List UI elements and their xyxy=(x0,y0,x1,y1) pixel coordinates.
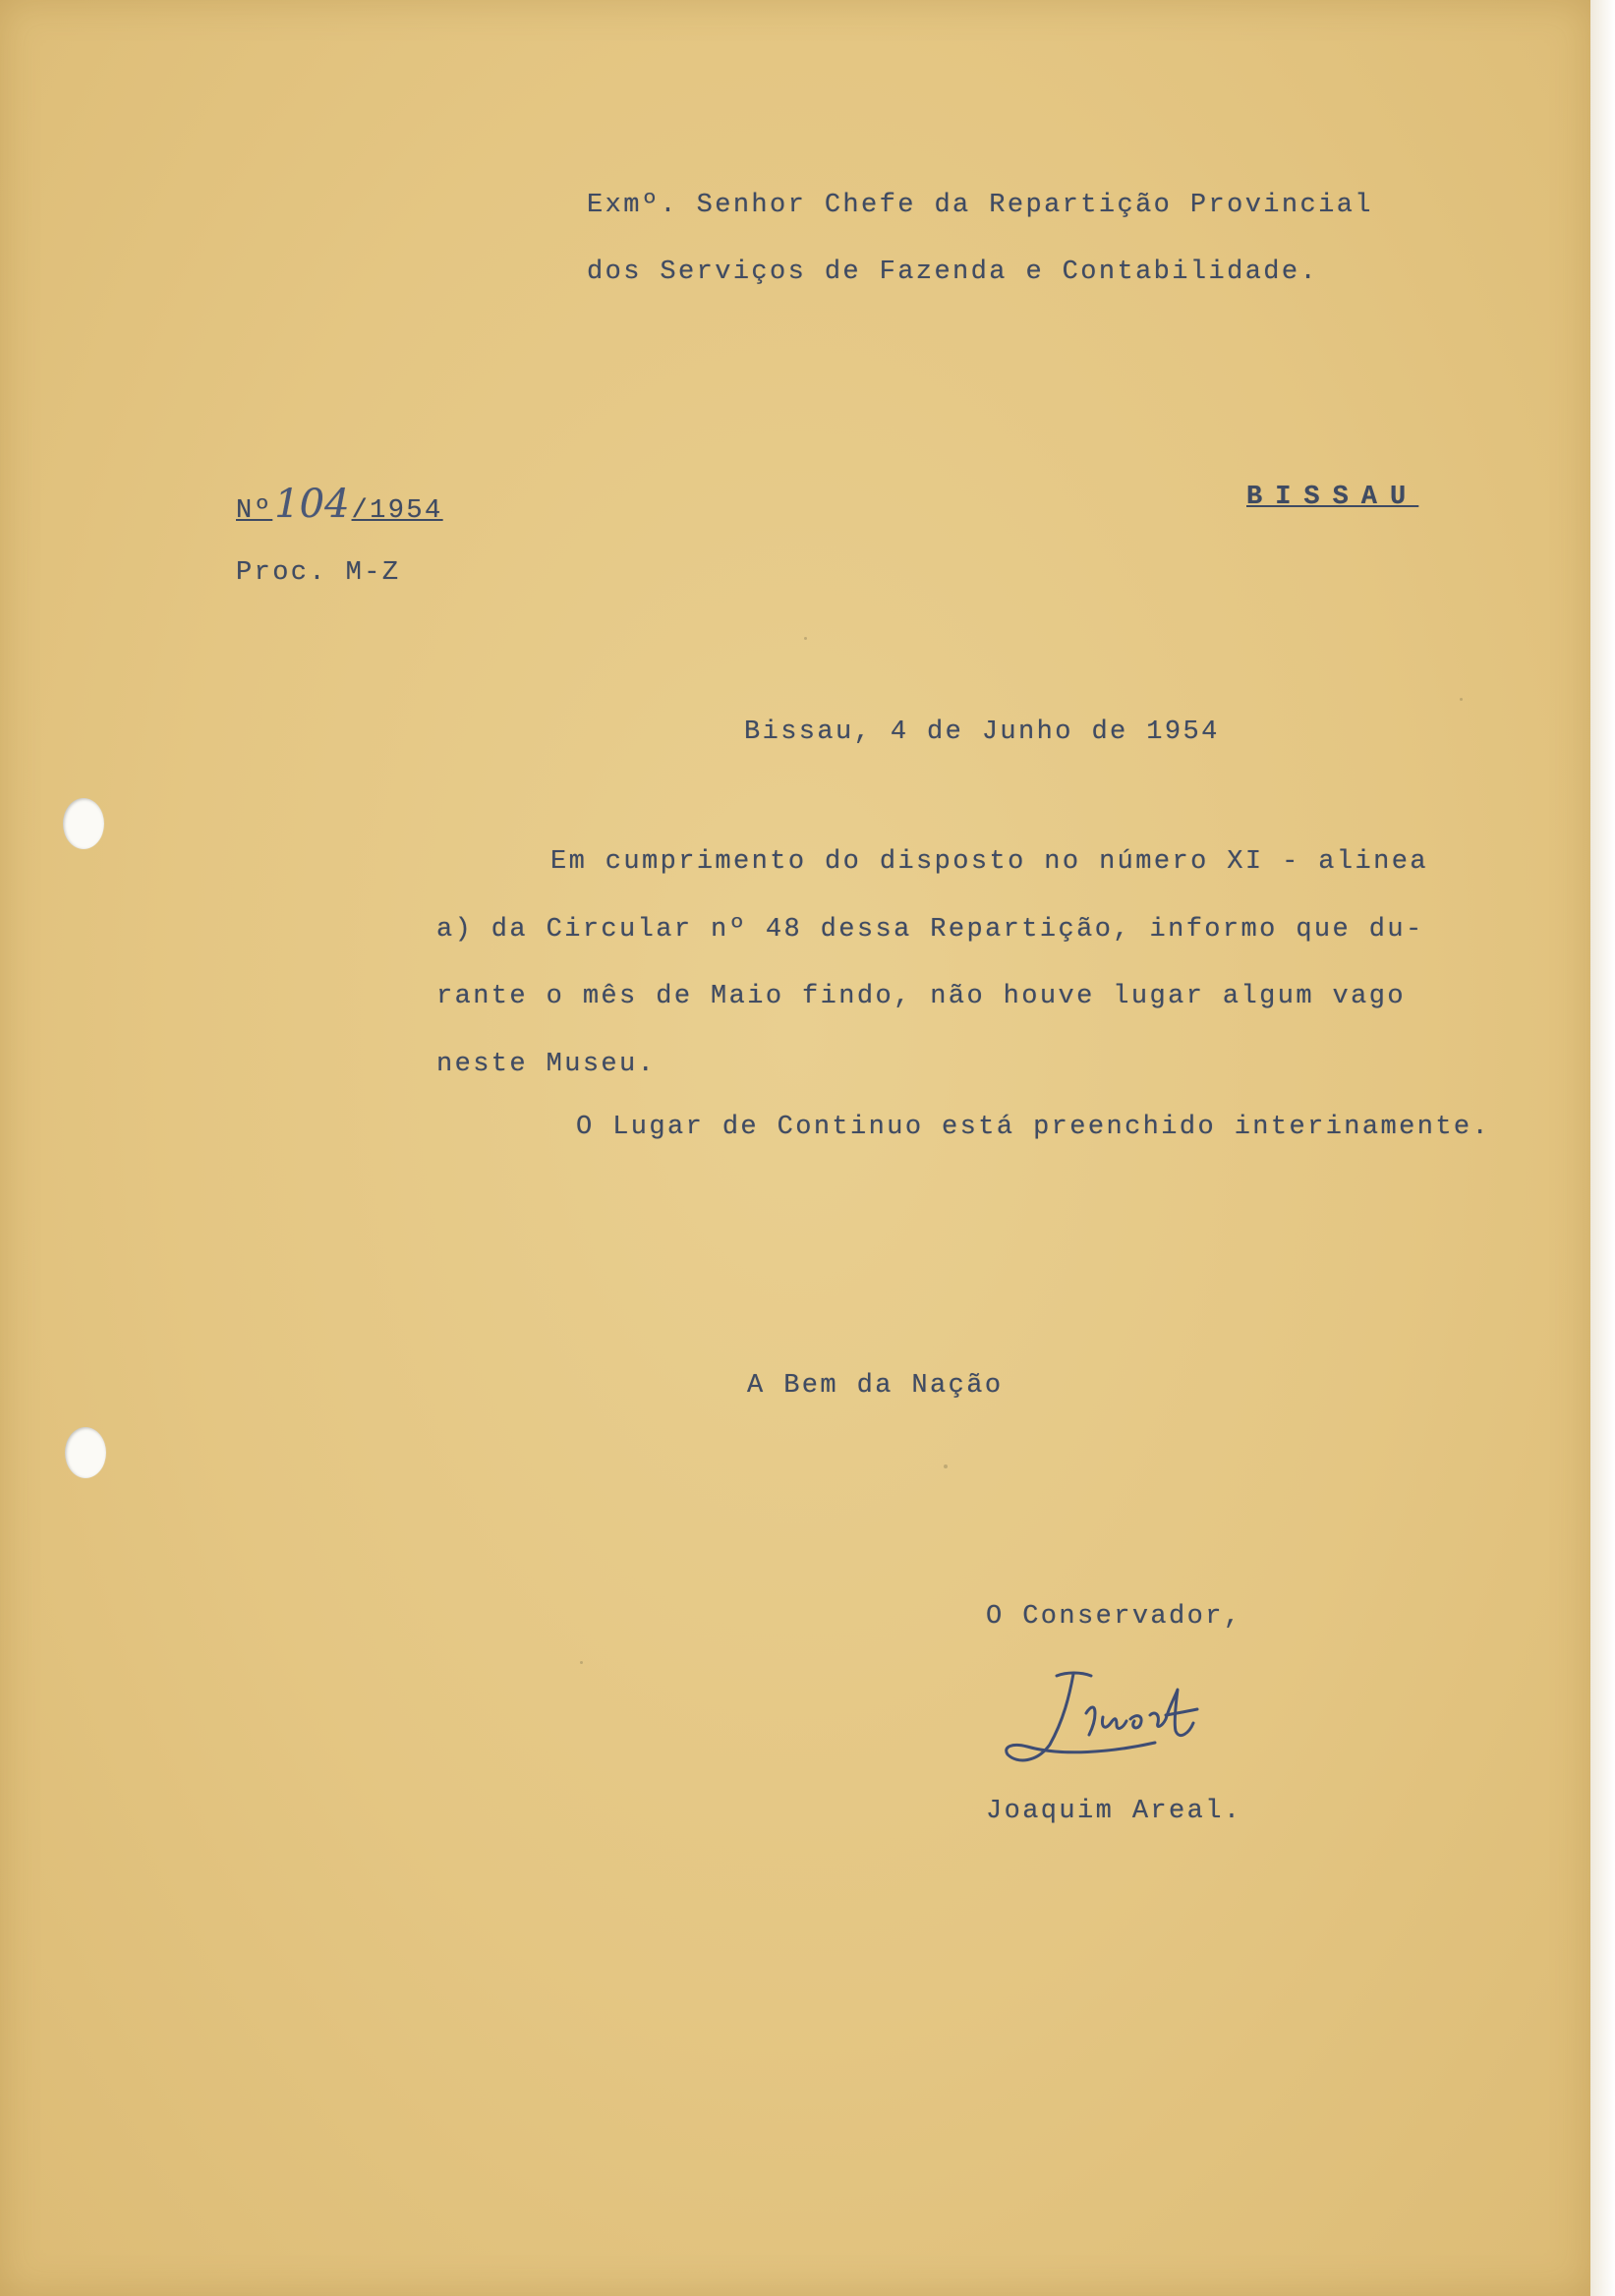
reference-year: /1954 xyxy=(351,496,443,526)
body-line-3: rante o mês de Maio findo, não houve lugar algum vago xyxy=(436,982,1406,1011)
reference-prefix: Nº xyxy=(236,496,273,526)
punch-hole-bottom xyxy=(65,1427,106,1478)
body-line-2: a) da Circular nº 48 dessa Repartição, informo que du- xyxy=(436,915,1424,945)
punch-hole-top xyxy=(63,798,104,849)
paper-speck xyxy=(1460,698,1463,701)
signer-name: Joaquim Areal. xyxy=(986,1797,1242,1826)
closing-formula: A Bem da Nação xyxy=(747,1371,1004,1401)
paper-speck xyxy=(804,637,807,640)
paper-speck xyxy=(944,1464,948,1468)
date-line: Bissau, 4 de Junho de 1954 xyxy=(744,718,1220,747)
location-heading: BISSAU xyxy=(1246,483,1419,512)
reference-number xyxy=(236,482,443,527)
address-line-2: dos Serviços de Fazenda e Contabilidade. xyxy=(587,258,1319,287)
reference-number-handwritten: 104 xyxy=(274,482,350,527)
address-line-1: Exmº. Senhor Chefe da Repartição Provincial xyxy=(587,191,1373,220)
body-line-4: neste Museu. xyxy=(436,1050,657,1079)
scan-edge xyxy=(1590,0,1615,2296)
paper-speck xyxy=(580,1661,583,1664)
signer-title: O Conservador, xyxy=(986,1602,1242,1632)
body-line-1: Em cumprimento do disposto no número XI - alinea xyxy=(550,847,1428,877)
body-line-5: O Lugar de Continuo está preenchido interinamente. xyxy=(576,1113,1491,1142)
handwritten-signature xyxy=(993,1666,1248,1774)
process-reference: Proc. M-Z xyxy=(236,558,401,588)
